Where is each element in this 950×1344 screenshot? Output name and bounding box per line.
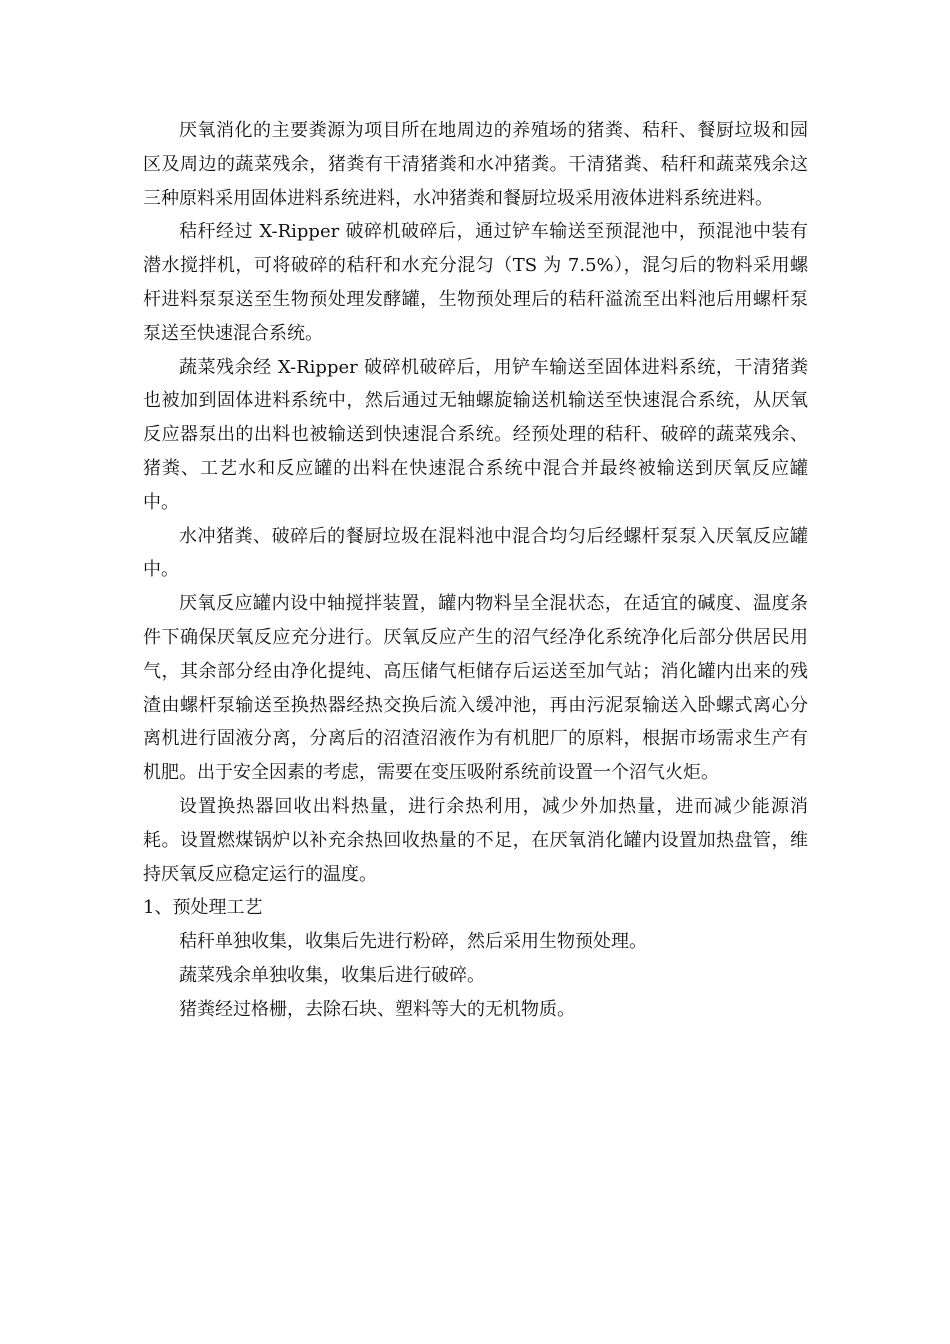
- paragraph-feedstock-sources: 厌氧消化的主要粪源为项目所在地周边的养殖场的猪粪、秸秆、餐厨垃圾和园区及周边的蔬菜残余，猪粪有干清猪粪和水冲猪粪。干清猪粪、秸秆和蔬菜残余这三种原料采用固体进料系统进料，水冲猪粪和餐厨垃圾采用液体进料系统进料。: [143, 120, 808, 209]
- paragraph-manure-screening: 猪粪经过格栅，去除石块、塑料等大的无机物质。: [179, 998, 575, 1020]
- paragraph-vegetable-collection: 蔬菜残余单独收集，收集后进行破碎。: [179, 964, 485, 986]
- paragraph-straw-collection: 秸秆单独收集，收集后先进行粉碎，然后采用生物预处理。: [179, 931, 647, 953]
- paragraph-vegetable-residue-processing: 蔬菜残余经 X-Ripper 破碎机破碎后，用铲车输送至固体进料系统，干清猪粪也被加到固体进料系统中，然后通过无轴螺旋输送机输送至快速混合系统，从厌氧反应器泵出的出料也被输送到快速混合系统。经预处理的秸秆、破碎的蔬菜残余、猪粪、工艺水和反应罐的出料在快速混合系统中混合并最终被输送到厌氧反应罐中。: [143, 356, 808, 513]
- section-heading-pretreatment: 1、预处理工艺: [143, 897, 263, 919]
- paragraph-straw-processing: 秸秆经过 X-Ripper 破碎机破碎后，通过铲车输送至预混池中，预混池中装有潜水搅拌机，可将破碎的秸秆和水充分混匀（TS 为 7.5%），混匀后的物料采用螺杆进料泵泵送至生物预处理发酵罐，生物预处理后的秸秆溢流至出料池后用螺杆泵泵送至快速混合系统。: [143, 221, 808, 344]
- paragraph-anaerobic-reactor: 厌氧反应罐内设中轴搅拌装置，罐内物料呈全混状态，在适宜的碱度、温度条件下确保厌氧反应充分进行。厌氧反应产生的沼气经净化系统净化后部分供居民用气，其余部分经由净化提纯、高压储气柜储存后运送至加气站；消化罐内出来的残渣由螺杆泵输送至换热器经热交换后流入缓冲池，再由污泥泵输送入卧螺式离心分离机进行固液分离，分离后的沼渣沼液作为有机肥厂的原料，根据市场需求生产有机肥。出于安全因素的考虑，需要在变压吸附系统前设置一个沼气火炬。: [143, 593, 808, 784]
- paragraph-heat-recovery: 设置换热器回收出料热量，进行余热利用，减少外加热量，进而减少能源消耗。设置燃煤锅炉以补充余热回收热量的不足，在厌氧消化罐内设置加热盘管，维持厌氧反应稳定运行的温度。: [143, 795, 808, 885]
- document-body: [143, 114, 808, 1027]
- paragraph-water-flushed-manure: 水冲猪粪、破碎后的餐厨垃圾在混料池中混合均匀后经螺杆泵泵入厌氧反应罐中。: [143, 525, 808, 581]
